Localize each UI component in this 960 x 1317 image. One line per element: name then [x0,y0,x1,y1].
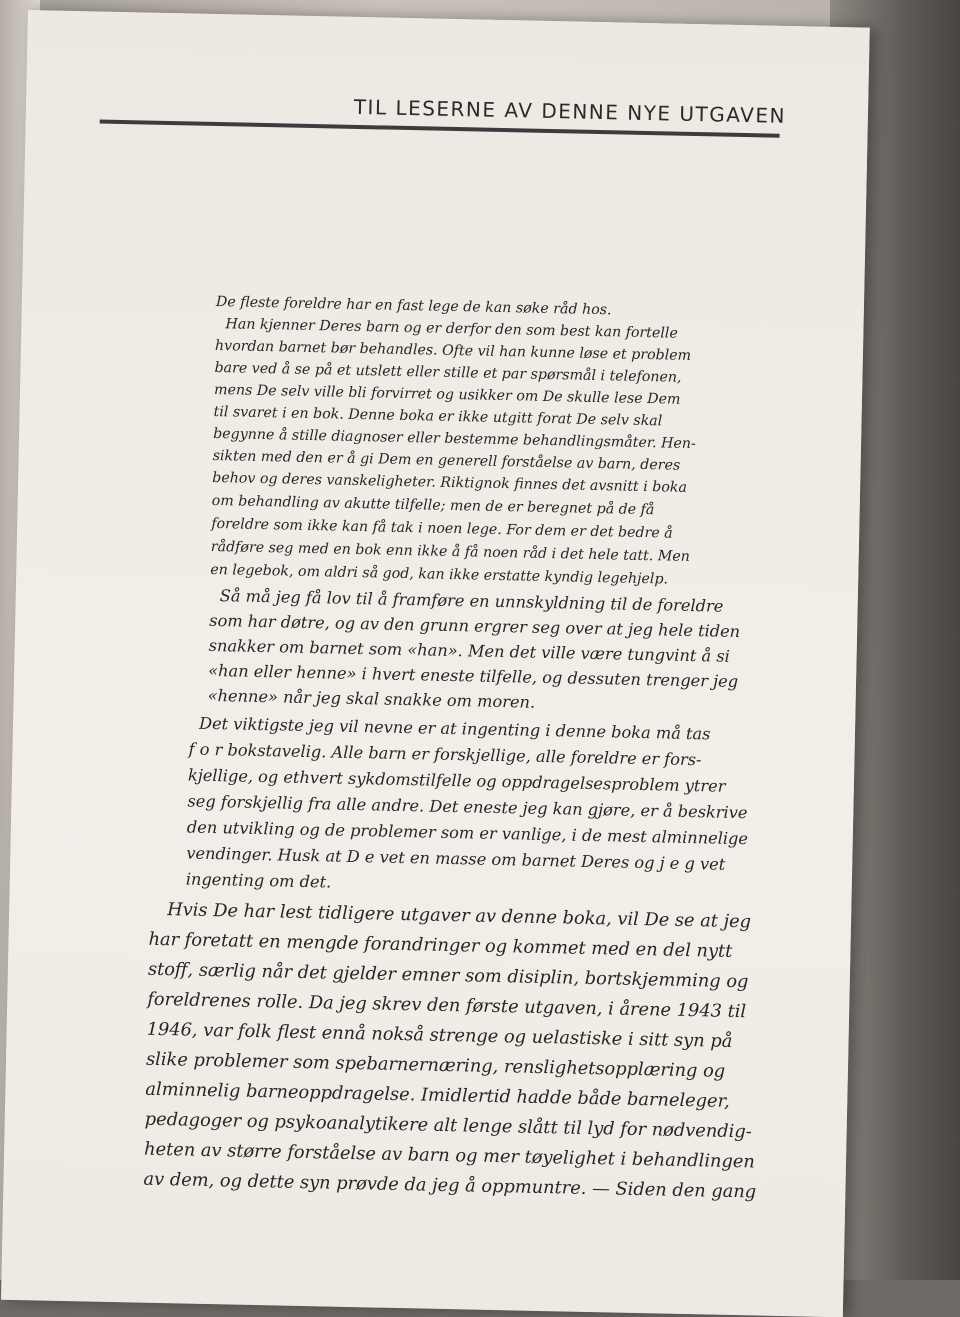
text-line: heten av større forståelse av barn og mer tøyelighet i behandlingen [143,1138,756,1173]
text-line: «henne» når jeg skal snakke om moren. [207,685,536,712]
text-line: vendinger. Husk at D e vet en masse om barnet Deres og j e g vet [186,843,726,874]
text-line: pedagoger og psykoanalytikere alt lenge slått til lyd for nødvendig- [144,1108,752,1143]
text-line: foreldrenes rolle. Da jeg skrev den første utgaven, i årene 1943 til [147,988,747,1023]
text-line: sikten med den er å gi Dem en generell forståelse av barn, deres [212,447,681,474]
text-line: seg forskjellig fra alle andre. Det eneste jeg kan gjøre, er å beskrive [187,791,748,823]
text-line: av dem, og dette syn prøvde da jeg å oppmuntre. — Siden den gang [143,1168,757,1203]
text-line: den utvikling og de problemer som er vanlige, i de mest alminnelige [186,817,749,849]
text-line: foreldre som ikke kan få tak i noen lege. For dem er det bedre å [211,515,673,542]
text-line: alminnelig barneoppdragelse. Imidlertid hadde både barneleger, [145,1078,730,1112]
running-title: TIL LESERNE AV DENNE NYE UTGAVEN [353,94,787,128]
text-line: Så må jeg få lov til å framføre en unnskyldning til de foreldre [219,586,724,616]
text-line: har foretatt en mengde forandringer og kommet med en del nytt [148,928,733,962]
text-line: f o r bokstavelig. Alle barn er forskjellige, alle foreldre er fors- [188,739,702,770]
text-line: en legebok, om aldri så god, kan ikke erstatte kyndig legehjelp. [210,561,669,588]
book-page [1,10,870,1317]
text-line: bare ved å se på et utslett eller stille et par spørsmål i telefonen, [214,359,682,386]
text-line: Hvis De har lest tidligere utgaver av denne boka, vil De se at jeg [166,899,752,933]
text-line: mens De selv ville bli forvirret og usikker om De skulle lese Dem [213,381,681,408]
text-line: rådføre seg med en bok enn ikke å få noen råd i det hele tatt. Men [210,538,691,565]
text-line: begynne å stille diagnoser eller bestemme behandlingsmåter. Hen- [212,425,696,453]
text-line: som har døtre, og av den grunn ergrer seg over at jeg hele tiden [209,610,741,642]
text-line: Han kjenner Deres barn og er derfor den som best kan fortelle [225,316,678,342]
text-line: hvordan barnet bør behandles. Ofte vil han kunne løse et problem [214,337,692,364]
text-line: om behandling av akutte tilfelle; men de er beregnet på de få [211,492,655,519]
text-line: 1946, var folk flest ennå nokså strenge og uelastiske i sitt syn på [146,1018,733,1052]
text-line: kjellige, og ethvert sykdomstilfelle og oppdragelsesproblem ytrer [187,765,726,796]
text-line: slike problemer som spebarnernæring, renslighetsopplæring og [145,1048,726,1082]
text-line: til svaret i en bok. Denne boka er ikke utgitt forat De selv skal [213,403,663,430]
text-line: «han eller henne» i hvert eneste tilfelle, og dessuten trenger jeg [208,660,739,692]
body-text [1,10,870,1307]
text-line: stoff, særlig når det gjelder emner som disiplin, bortskjemming og [147,958,749,993]
text-line: ingenting om det. [185,869,332,892]
text-line: snakker om barnet som «han». Men det ville være tungvint å si [208,635,731,666]
text-line: De fleste foreldre har en fast lege de kan søke råd hos. [215,294,612,319]
text-line: Det viktigste jeg vil nevne er at ingenting i denne boka må tas [198,713,711,744]
text-line: behov og deres vanskeligheter. Riktignok finnes det avsnitt i boka [212,469,688,496]
